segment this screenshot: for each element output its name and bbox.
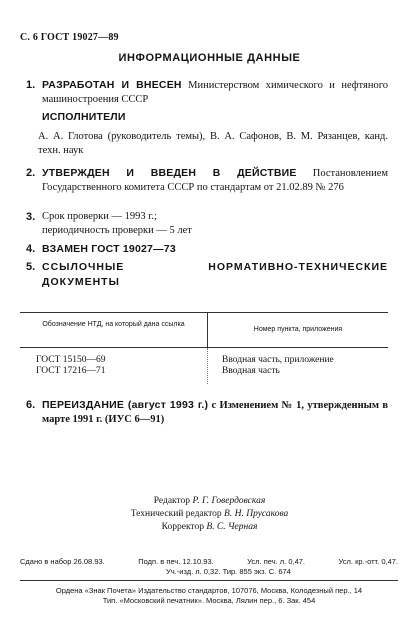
item-heading: ПЕРЕИЗДАНИЕ (август 1993 г.) [42,399,209,411]
editor-name: В. С. Черная [206,522,258,532]
editors-block [0,495,419,534]
editor-name: В. Н. Прусакова [224,509,289,519]
item-text: с Изменением № 1, утвержденным в марте 1991 г. (ИУС 6—91) [42,400,388,425]
table-cell-ref: Вводная часть, приложение [222,355,334,365]
page-title: ИНФОРМАЦИОННЫЕ ДАННЫЕ [118,52,301,64]
item-number: 2. [26,167,36,179]
imprint-block [20,557,398,577]
publisher-footer [20,586,398,606]
info-item-6 [26,398,388,427]
item-heading: ССЫЛОЧНЫЕ НОРМАТИВНО-ТЕХНИЧЕСКИЕ ДОКУМЕНТЫ [42,261,388,288]
table-col-ref [207,348,388,384]
info-item-1 [26,78,388,158]
editor-line [0,508,419,521]
footer-line-1: Ордена «Знак Почета» Издательство стандартов, 107076, Москва, Колодезный пер., 14 [55,586,363,595]
editor-name: Р. Г. Говердовская [192,496,266,506]
table-cell-doc: ГОСТ 15150—69 [36,355,106,365]
editor-role: Редактор [153,496,191,506]
table-col-doc [20,348,207,384]
editor-line [0,521,419,534]
table-cell-doc: ГОСТ 17216—71 [36,366,106,376]
table-header-ref: Номер пункта, приложения [207,313,388,347]
item-authors: А. А. Глотова (руководитель темы), В. А. Сафонов, В. М. Рязанцев, канд. техн. наук [38,131,388,156]
imprint-signed: Подп. в печ. 12.10.93. [138,557,214,566]
imprint-usl-pech: Усл. печ. л. 0,47. [247,557,306,566]
item-heading: ВЗАМЕН ГОСТ 19027—73 [42,243,176,255]
info-item-4 [26,242,388,257]
item-text: Министерством химического и нефтяного машиностроения СССР [42,80,388,105]
table-header-doc: Обозначение НТД, на который дана ссылка [42,321,185,328]
editor-role: Технический редактор [130,509,222,519]
item-text: Постановлением Государственного комитета СССР по стандартам от 21.02.89 № 276 [42,168,388,193]
item-heading: РАЗРАБОТАН И ВНЕСЕН [42,79,182,91]
item-number: 5. [26,261,36,273]
info-item-5 [26,260,388,290]
item-number: 4. [26,243,36,255]
table-header-row [20,313,388,348]
reference-table [20,312,388,384]
item-line-1: Срок проверки — 1993 г.; [42,211,157,222]
editor-line [0,495,419,508]
item-number: 1. [26,79,36,91]
item-subheading: ИСПОЛНИТЕЛИ [42,111,126,123]
info-item-2 [26,166,388,195]
item-line-2: периодичность проверки — 5 лет [42,225,192,236]
imprint-uch-izd: Уч.-изд. л. 0,32. Тир. 855 экз. С. 674 [166,567,291,576]
footer-line-2: Тип. «Московский печатник». Москва, Лялин пер., 6. Зак. 454 [102,596,316,605]
footer-divider [20,580,398,581]
item-heading: УТВЕРЖДЕН И ВВЕДЕН В ДЕЙСТВИЕ [42,167,297,179]
info-item-3 [26,210,388,238]
item-number: 3. [26,211,36,223]
editor-role: Корректор [161,522,204,532]
table-body [20,348,388,384]
page-header: С. 6 ГОСТ 19027—89 [20,32,119,43]
imprint-usl-kr: Усл. кр.-отт. 0,47. [338,557,398,566]
item-number: 6. [26,399,36,411]
table-cell-ref: Вводная часть [222,366,280,376]
imprint-sent: Сдано в набор 26.08.93. [20,557,105,566]
